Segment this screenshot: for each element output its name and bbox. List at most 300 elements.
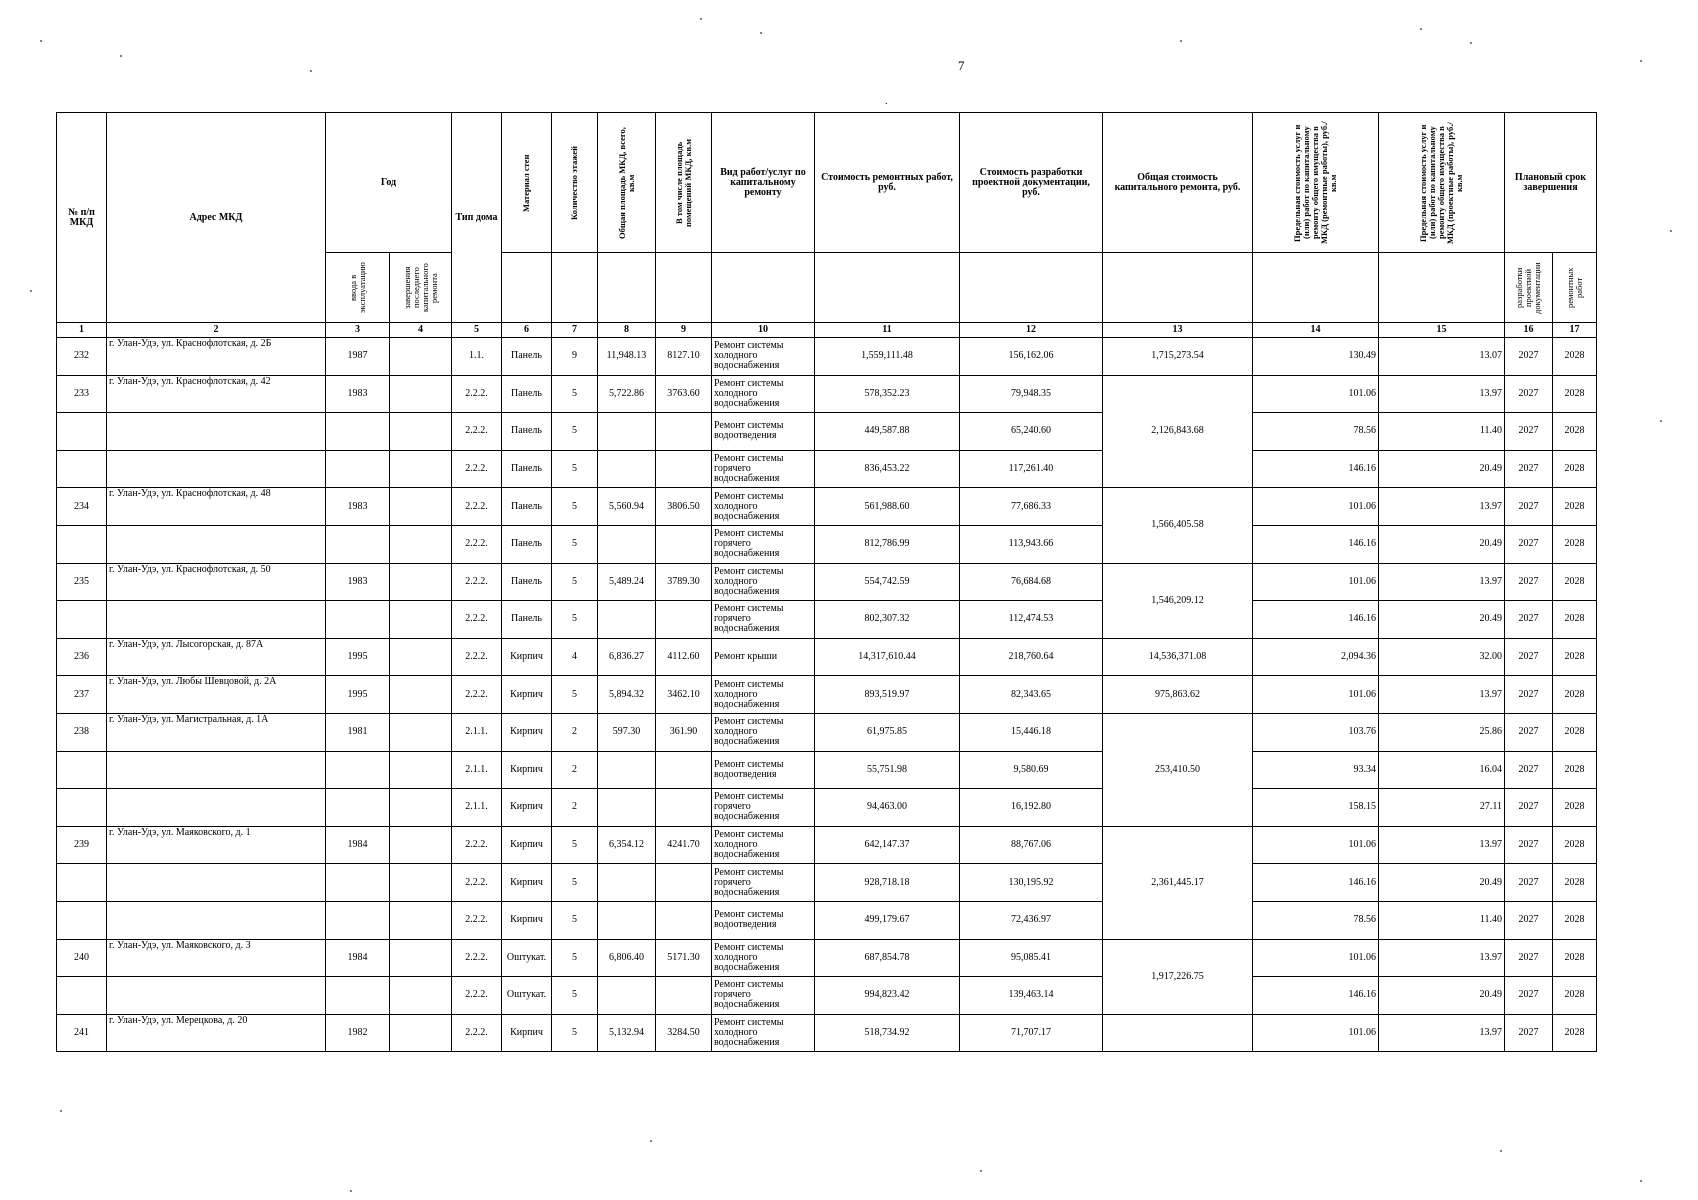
row-premises-area (656, 977, 712, 1015)
row-floors: 5 (552, 676, 598, 714)
row-total-area: 11,948.13 (598, 338, 656, 376)
row-work-type: Ремонт системы горячего водоснабжения (712, 601, 815, 639)
row-work-type: Ремонт системы горячего водоснабжения (712, 864, 815, 902)
row-year-last-repair (390, 789, 452, 827)
row-floors: 5 (552, 413, 598, 451)
row-total-area: 6,354.12 (598, 826, 656, 864)
row-design-cost: 139,463.14 (960, 977, 1103, 1015)
row-floors: 2 (552, 751, 598, 789)
row-total-cost: 1,715,273.54 (1103, 338, 1253, 376)
row-design-cost: 117,261.40 (960, 450, 1103, 488)
row-limit-cost-design: 20.49 (1379, 601, 1505, 639)
row-work-type: Ремонт системы холодного водоснабжения (712, 939, 815, 977)
row-address: г. Улан-Удэ, ул. Краснофлотская, д. 42 (107, 375, 326, 413)
scan-mark: . (885, 96, 888, 107)
row-total-cost: 2,126,843.68 (1103, 375, 1253, 488)
row-address: г. Улан-Удэ, ул. Краснофлотская, д. 50 (107, 563, 326, 601)
empty-cell (1103, 253, 1253, 323)
row-number: 239 (57, 826, 107, 864)
row-deadline-design: 2027 (1505, 901, 1553, 939)
row-deadline-works: 2028 (1553, 525, 1597, 563)
row-limit-cost-repair: 146.16 (1253, 525, 1379, 563)
row-total-cost (1103, 1014, 1253, 1052)
row-year-last-repair (390, 826, 452, 864)
row-work-type: Ремонт системы горячего водоснабжения (712, 450, 815, 488)
column-number: 1 (57, 323, 107, 338)
row-limit-cost-design: 20.49 (1379, 864, 1505, 902)
header-floors: Количество этажей (569, 145, 579, 220)
row-year-commission (326, 413, 390, 451)
row-repair-cost: 499,179.67 (815, 901, 960, 939)
row-total-area: 6,806.40 (598, 939, 656, 977)
row-wall-material: Кирпич (502, 751, 552, 789)
scan-speck (350, 1190, 352, 1192)
scan-speck (760, 32, 762, 34)
row-wall-material: Панель (502, 338, 552, 376)
row-wall-material: Панель (502, 488, 552, 526)
row-number (57, 413, 107, 451)
row-limit-cost-repair: 130.49 (1253, 338, 1379, 376)
subheader-year-last-repair-cell (390, 253, 452, 323)
row-limit-cost-repair: 78.56 (1253, 901, 1379, 939)
row-repair-cost: 812,786.99 (815, 525, 960, 563)
row-address: г. Улан-Удэ, ул. Магистральная, д. 1А (107, 713, 326, 751)
row-limit-cost-design: 11.40 (1379, 901, 1505, 939)
row-address: г. Улан-Удэ, ул. Краснофлотская, д. 48 (107, 488, 326, 526)
row-deadline-works: 2028 (1553, 338, 1597, 376)
row-design-cost: 9,580.69 (960, 751, 1103, 789)
row-wall-material: Оштукат. (502, 977, 552, 1015)
row-deadline-works: 2028 (1553, 375, 1597, 413)
row-total-cost: 1,917,226.75 (1103, 939, 1253, 1014)
row-year-commission: 1984 (326, 826, 390, 864)
row-address: г. Улан-Удэ, ул. Маяковского, д. 3 (107, 939, 326, 977)
row-floors: 5 (552, 563, 598, 601)
subheader-deadline-design: разработки проектной документации (1514, 261, 1542, 314)
row-floors: 5 (552, 901, 598, 939)
row-limit-cost-repair: 146.16 (1253, 450, 1379, 488)
scan-speck (40, 40, 42, 42)
row-year-commission: 1984 (326, 939, 390, 977)
row-floors: 4 (552, 638, 598, 676)
column-number: 6 (502, 323, 552, 338)
row-limit-cost-repair: 101.06 (1253, 676, 1379, 714)
row-deadline-works: 2028 (1553, 1014, 1597, 1052)
row-year-last-repair (390, 751, 452, 789)
empty-cell (815, 253, 960, 323)
scan-speck (980, 1170, 982, 1172)
column-number: 11 (815, 323, 960, 338)
row-address (107, 864, 326, 902)
row-limit-cost-design: 27.11 (1379, 789, 1505, 827)
row-deadline-design: 2027 (1505, 601, 1553, 639)
row-deadline-works: 2028 (1553, 901, 1597, 939)
row-limit-cost-design: 13.97 (1379, 676, 1505, 714)
row-design-cost: 156,162.06 (960, 338, 1103, 376)
row-year-last-repair (390, 488, 452, 526)
table-row (57, 901, 1597, 939)
row-total-area (598, 977, 656, 1015)
row-total-area (598, 450, 656, 488)
row-wall-material: Кирпич (502, 901, 552, 939)
row-number (57, 864, 107, 902)
table-row (57, 826, 1597, 864)
row-wall-material: Панель (502, 563, 552, 601)
row-total-area (598, 751, 656, 789)
header-limit-cost-design: Предельная стоимость услуг и (или) работ по капитальному ремонту общего имущества в МКД (проектные работы), руб./кв.м (1418, 121, 1464, 244)
row-house-type: 2.2.2. (452, 563, 502, 601)
row-year-last-repair (390, 375, 452, 413)
row-repair-cost: 642,147.37 (815, 826, 960, 864)
row-wall-material: Панель (502, 601, 552, 639)
row-deadline-design: 2027 (1505, 676, 1553, 714)
empty-cell (1253, 253, 1379, 323)
row-premises-area: 3284.50 (656, 1014, 712, 1052)
repair-register-table (56, 112, 1597, 1052)
row-work-type: Ремонт системы водоотведения (712, 751, 815, 789)
row-floors: 5 (552, 525, 598, 563)
row-house-type: 2.1.1. (452, 713, 502, 751)
row-number (57, 789, 107, 827)
row-premises-area (656, 864, 712, 902)
header-premises-area-cell (656, 113, 712, 253)
empty-cell (552, 253, 598, 323)
table-row (57, 977, 1597, 1015)
row-work-type: Ремонт системы холодного водоснабжения (712, 488, 815, 526)
row-premises-area: 4112.60 (656, 638, 712, 676)
row-deadline-works: 2028 (1553, 713, 1597, 751)
row-limit-cost-repair: 101.06 (1253, 488, 1379, 526)
column-number: 3 (326, 323, 390, 338)
row-deadline-design: 2027 (1505, 488, 1553, 526)
header-total-cost: Общая стоимость капитального ремонта, руб. (1103, 113, 1253, 253)
row-design-cost: 112,474.53 (960, 601, 1103, 639)
scan-speck (650, 1140, 652, 1142)
column-number: 16 (1505, 323, 1553, 338)
row-work-type: Ремонт системы горячего водоснабжения (712, 789, 815, 827)
row-design-cost: 82,343.65 (960, 676, 1103, 714)
row-year-commission (326, 901, 390, 939)
row-address (107, 525, 326, 563)
row-deadline-works: 2028 (1553, 676, 1597, 714)
row-repair-cost: 14,317,610.44 (815, 638, 960, 676)
row-total-area (598, 413, 656, 451)
row-floors: 5 (552, 1014, 598, 1052)
row-year-last-repair (390, 939, 452, 977)
row-address (107, 901, 326, 939)
row-total-area (598, 901, 656, 939)
column-number: 14 (1253, 323, 1379, 338)
row-deadline-works: 2028 (1553, 939, 1597, 977)
header-address: Адрес МКД (107, 113, 326, 323)
row-year-commission: 1995 (326, 638, 390, 676)
row-house-type: 2.2.2. (452, 375, 502, 413)
row-year-commission: 1983 (326, 375, 390, 413)
row-year-last-repair (390, 901, 452, 939)
row-design-cost: 79,948.35 (960, 375, 1103, 413)
header-wall-material: Материал стен (521, 153, 531, 212)
row-design-cost: 65,240.60 (960, 413, 1103, 451)
row-limit-cost-design: 13.97 (1379, 1014, 1505, 1052)
row-number: 241 (57, 1014, 107, 1052)
row-limit-cost-design: 20.49 (1379, 977, 1505, 1015)
row-deadline-works: 2028 (1553, 864, 1597, 902)
row-year-last-repair (390, 413, 452, 451)
row-limit-cost-repair: 101.06 (1253, 826, 1379, 864)
row-limit-cost-design: 20.49 (1379, 525, 1505, 563)
row-wall-material: Кирпич (502, 789, 552, 827)
table-row (57, 676, 1597, 714)
row-total-area: 6,836.27 (598, 638, 656, 676)
row-address: г. Улан-Удэ, ул. Мерецкова, д. 20 (107, 1014, 326, 1052)
header-limit-design-cell (1379, 113, 1505, 253)
row-repair-cost: 687,854.78 (815, 939, 960, 977)
row-deadline-design: 2027 (1505, 1014, 1553, 1052)
row-repair-cost: 561,988.60 (815, 488, 960, 526)
row-year-commission: 1983 (326, 563, 390, 601)
row-address (107, 450, 326, 488)
subheader-year-last-repair: завершения последнего капитального ремонта (401, 263, 439, 312)
row-wall-material: Кирпич (502, 676, 552, 714)
row-work-type: Ремонт системы горячего водоснабжения (712, 977, 815, 1015)
header-row (57, 113, 1597, 253)
row-design-cost: 16,192.80 (960, 789, 1103, 827)
row-deadline-design: 2027 (1505, 375, 1553, 413)
row-house-type: 2.2.2. (452, 939, 502, 977)
empty-cell (1379, 253, 1505, 323)
row-year-commission: 1983 (326, 488, 390, 526)
subheader-year-commission-cell (326, 253, 390, 323)
table-row (57, 525, 1597, 563)
row-premises-area: 4241.70 (656, 826, 712, 864)
row-premises-area: 8127.10 (656, 338, 712, 376)
row-deadline-design: 2027 (1505, 751, 1553, 789)
column-number: 9 (656, 323, 712, 338)
row-premises-area: 361.90 (656, 713, 712, 751)
row-repair-cost: 55,751.98 (815, 751, 960, 789)
row-floors: 2 (552, 789, 598, 827)
row-deadline-works: 2028 (1553, 826, 1597, 864)
scan-speck (700, 18, 702, 20)
row-limit-cost-design: 13.97 (1379, 939, 1505, 977)
empty-cell (712, 253, 815, 323)
header-deadline: Плановый срок завершения (1505, 113, 1597, 253)
row-number: 235 (57, 563, 107, 601)
row-house-type: 2.2.2. (452, 864, 502, 902)
row-premises-area (656, 601, 712, 639)
row-number (57, 977, 107, 1015)
scan-speck (1180, 40, 1182, 42)
row-deadline-design: 2027 (1505, 413, 1553, 451)
row-total-area (598, 525, 656, 563)
table-row (57, 638, 1597, 676)
row-year-last-repair (390, 676, 452, 714)
row-address: г. Улан-Удэ, ул. Краснофлотская, д. 2Б (107, 338, 326, 376)
table-row (57, 450, 1597, 488)
row-design-cost: 88,767.06 (960, 826, 1103, 864)
scan-speck (1500, 1150, 1502, 1152)
row-year-last-repair (390, 563, 452, 601)
row-deadline-works: 2028 (1553, 638, 1597, 676)
row-work-type: Ремонт системы холодного водоснабжения (712, 676, 815, 714)
row-house-type: 2.2.2. (452, 901, 502, 939)
column-number: 13 (1103, 323, 1253, 338)
row-limit-cost-repair: 146.16 (1253, 601, 1379, 639)
row-deadline-design: 2027 (1505, 338, 1553, 376)
row-floors: 5 (552, 488, 598, 526)
row-year-last-repair (390, 713, 452, 751)
row-number (57, 525, 107, 563)
row-premises-area (656, 901, 712, 939)
column-number-row (57, 323, 1597, 338)
column-number: 8 (598, 323, 656, 338)
scan-speck (1640, 60, 1642, 62)
row-house-type: 2.2.2. (452, 638, 502, 676)
row-year-last-repair (390, 338, 452, 376)
row-work-type: Ремонт крыши (712, 638, 815, 676)
row-limit-cost-repair: 146.16 (1253, 977, 1379, 1015)
row-premises-area: 3462.10 (656, 676, 712, 714)
table-row (57, 751, 1597, 789)
row-wall-material: Кирпич (502, 864, 552, 902)
subheader-deadline-works-cell (1553, 253, 1597, 323)
row-premises-area (656, 450, 712, 488)
row-year-commission (326, 525, 390, 563)
column-number: 17 (1553, 323, 1597, 338)
row-work-type: Ремонт системы холодного водоснабжения (712, 338, 815, 376)
row-total-cost: 253,410.50 (1103, 713, 1253, 826)
row-design-cost: 72,436.97 (960, 901, 1103, 939)
row-total-area: 5,722.86 (598, 375, 656, 413)
column-number: 4 (390, 323, 452, 338)
row-total-area (598, 789, 656, 827)
row-work-type: Ремонт системы холодного водоснабжения (712, 563, 815, 601)
row-year-last-repair (390, 450, 452, 488)
row-floors: 5 (552, 450, 598, 488)
header-wall-material-cell (502, 113, 552, 253)
subheader-year-commission: ввода в эксплуатацию (347, 262, 367, 313)
row-work-type: Ремонт системы холодного водоснабжения (712, 1014, 815, 1052)
scan-speck (1660, 420, 1662, 422)
row-limit-cost-repair: 78.56 (1253, 413, 1379, 451)
scan-speck (60, 1110, 62, 1112)
empty-cell (598, 253, 656, 323)
header-repair-cost: Стоимость ремонтных работ, руб. (815, 113, 960, 253)
column-number: 2 (107, 323, 326, 338)
row-deadline-works: 2028 (1553, 789, 1597, 827)
row-repair-cost: 94,463.00 (815, 789, 960, 827)
row-work-type: Ремонт системы горячего водоснабжения (712, 525, 815, 563)
column-number: 5 (452, 323, 502, 338)
row-number: 234 (57, 488, 107, 526)
table-row (57, 789, 1597, 827)
row-year-commission: 1981 (326, 713, 390, 751)
row-work-type: Ремонт системы холодного водоснабжения (712, 826, 815, 864)
row-year-commission (326, 789, 390, 827)
row-premises-area (656, 789, 712, 827)
empty-cell (960, 253, 1103, 323)
row-limit-cost-design: 13.97 (1379, 375, 1505, 413)
row-design-cost: 113,943.66 (960, 525, 1103, 563)
row-wall-material: Панель (502, 413, 552, 451)
row-design-cost: 95,085.41 (960, 939, 1103, 977)
row-repair-cost: 994,823.42 (815, 977, 960, 1015)
row-year-last-repair (390, 525, 452, 563)
row-design-cost: 76,684.68 (960, 563, 1103, 601)
row-design-cost: 15,446.18 (960, 713, 1103, 751)
header-limit-repair-cell (1253, 113, 1379, 253)
row-limit-cost-design: 13.97 (1379, 488, 1505, 526)
scan-speck (1470, 42, 1472, 44)
header-total-area: Общая площадь МКД, всего, кв.м (616, 126, 636, 239)
row-address: г. Улан-Удэ, ул. Любы Шевцовой, д. 2А (107, 676, 326, 714)
row-limit-cost-repair: 103.76 (1253, 713, 1379, 751)
row-wall-material: Кирпич (502, 826, 552, 864)
row-wall-material: Кирпич (502, 1014, 552, 1052)
row-floors: 5 (552, 939, 598, 977)
row-house-type: 2.2.2. (452, 1014, 502, 1052)
row-floors: 5 (552, 826, 598, 864)
row-wall-material: Панель (502, 450, 552, 488)
row-limit-cost-repair: 2,094.36 (1253, 638, 1379, 676)
row-wall-material: Панель (502, 375, 552, 413)
row-work-type: Ремонт системы холодного водоснабжения (712, 713, 815, 751)
row-limit-cost-design: 25.86 (1379, 713, 1505, 751)
header-design-cost: Стоимость разработки проектной документации, руб. (960, 113, 1103, 253)
row-limit-cost-design: 13.97 (1379, 826, 1505, 864)
row-premises-area (656, 413, 712, 451)
table-row (57, 601, 1597, 639)
row-year-commission: 1987 (326, 338, 390, 376)
subheader-deadline-design-cell (1505, 253, 1553, 323)
row-year-last-repair (390, 638, 452, 676)
row-deadline-design: 2027 (1505, 450, 1553, 488)
table-row (57, 488, 1597, 526)
row-deadline-works: 2028 (1553, 977, 1597, 1015)
row-year-commission (326, 751, 390, 789)
row-repair-cost: 449,587.88 (815, 413, 960, 451)
row-year-last-repair (390, 601, 452, 639)
column-number: 10 (712, 323, 815, 338)
row-total-area: 5,560.94 (598, 488, 656, 526)
header-floors-cell (552, 113, 598, 253)
row-year-commission (326, 601, 390, 639)
row-address (107, 601, 326, 639)
row-deadline-design: 2027 (1505, 563, 1553, 601)
row-house-type: 2.2.2. (452, 826, 502, 864)
row-number: 240 (57, 939, 107, 977)
row-premises-area: 5171.30 (656, 939, 712, 977)
row-total-area (598, 864, 656, 902)
row-wall-material: Кирпич (502, 638, 552, 676)
row-premises-area (656, 751, 712, 789)
row-number: 236 (57, 638, 107, 676)
column-number: 12 (960, 323, 1103, 338)
row-number (57, 901, 107, 939)
row-limit-cost-design: 13.07 (1379, 338, 1505, 376)
header-year: Год (326, 113, 452, 253)
header-work-type: Вид работ/услуг по капитальному ремонту (712, 113, 815, 253)
row-limit-cost-design: 16.04 (1379, 751, 1505, 789)
scan-speck (30, 290, 32, 292)
header-house-type: Тип дома (452, 113, 502, 323)
row-house-type: 2.2.2. (452, 601, 502, 639)
row-floors: 5 (552, 977, 598, 1015)
subheader-deadline-works: ремонтных работ (1564, 267, 1584, 308)
row-number (57, 450, 107, 488)
row-work-type: Ремонт системы водоотведения (712, 901, 815, 939)
row-year-last-repair (390, 864, 452, 902)
